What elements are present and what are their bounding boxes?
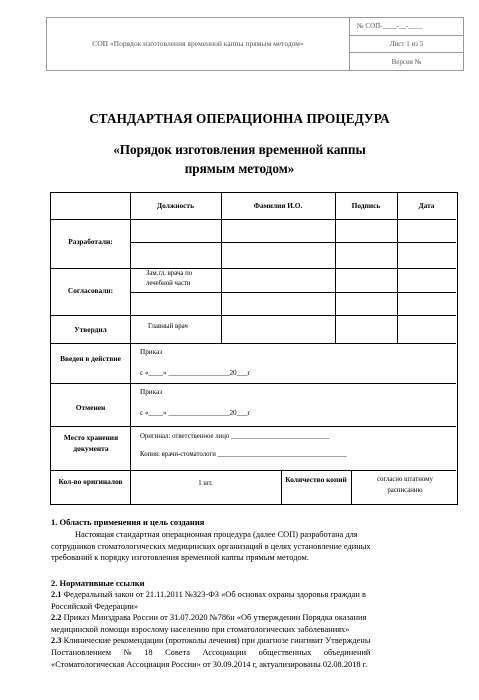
row-label-introduced: Введен в действие — [60, 354, 121, 363]
reference-text: «Стоматологическая Ассоциация России» от 30.09.2014 г, актуализированы 02.08.2018 г. — [51, 659, 368, 669]
section1-line: Настоящая стандартная операционная процедура (далее СОП) разработана для — [75, 530, 358, 539]
reference-item — [51, 612, 463, 635]
col-header-position: Должность — [157, 201, 194, 210]
row-label-agreed: Согласовали: — [67, 286, 114, 295]
procedure-title — [0, 140, 479, 178]
procedure-title-line1: «Порядок изготовления временной каппы — [113, 142, 366, 157]
col-header-date: Дата — [418, 201, 435, 210]
section1-line: сотрудников стоматологических медицинских организаций в целях установление единых — [51, 541, 371, 551]
approved-position: Главный врач — [148, 323, 188, 330]
header-sheet: Лист 1 из 5 — [350, 36, 463, 54]
storage-copy: Копия: врачи-стоматологи ______________________________________ — [140, 451, 347, 458]
col-header-name: Фамилия И.О. — [253, 201, 303, 210]
section2-heading: 2. Нормативные ссылки — [51, 578, 145, 588]
header-sop-number: № СОП-____-__-____ — [350, 18, 463, 36]
reference-number: 2.1 — [51, 590, 62, 599]
reference-text: Приказ Минздрава России от 31.07.2020 №786н «Об утверждении Порядка оказания — [63, 613, 367, 623]
header-doc-title: СОП «Порядок изготовления временной каппы прямым методом» — [47, 18, 350, 70]
reference-text: Российской Федерации» — [51, 601, 139, 611]
cancelled-date: с «____» _________________20___г — [140, 409, 251, 417]
header-meta — [350, 18, 463, 70]
label-copies-count: Количество копий — [285, 475, 347, 484]
reference-number: 2.2 — [51, 613, 62, 623]
row-label-cancelled: Отменен — [75, 403, 106, 412]
cancelled-order: Приказ — [140, 388, 163, 396]
row-label-originals-count: Кол-во оригиналов — [58, 477, 123, 486]
header-version: Версия № — [391, 57, 422, 66]
row-label-approved: Утвердил — [74, 325, 107, 334]
section2-list — [51, 589, 463, 670]
reference-item — [51, 635, 463, 670]
reference-text: Федеральный закон от 21.11.2011 №323-ФЗ «Об основах охраны здоровья граждан в — [63, 590, 366, 599]
reference-text: медицинской помощи взрослому населению при стоматологических заболеваниях» — [51, 624, 350, 634]
introduced-date: с «____» _________________20___г — [140, 369, 251, 377]
approval-table — [50, 192, 458, 505]
storage-original: Оригинал: ответственное лицо _____________________________ — [140, 433, 330, 440]
reference-number: 2.3 — [51, 636, 62, 646]
reference-item — [51, 589, 463, 612]
introduced-order: Приказ — [140, 348, 163, 356]
row-label-developed: Разработали: — [68, 237, 113, 246]
agreed-position: Зам.гл. врача по лечебной части — [146, 270, 193, 287]
section1-heading: 1. Область применения и цель создания — [51, 517, 205, 527]
document-header — [46, 17, 464, 71]
originals-value: 1 шт. — [198, 480, 213, 487]
section1-line: требований к порядку изготовления временной каппы прямым методом. — [51, 553, 309, 563]
procedure-title-line2: прямым методом» — [184, 161, 295, 176]
reference-text: Постановлением № 18 Совета Ассоциации общественных объединений — [51, 647, 371, 657]
main-title: СТАНДАРТНАЯ ОПЕРАЦИОННА ПРОЦЕДУРА — [89, 111, 390, 126]
section1-text — [51, 529, 463, 564]
reference-text: Клинические рекомендации (протоколы лечения) при диагнозе гингивит Утверждены — [63, 636, 371, 646]
copies-value: согласно штатному расписанию — [377, 476, 433, 494]
col-header-signature: Подпись — [351, 201, 381, 210]
row-label-storage: Место хранения документа — [63, 433, 119, 453]
